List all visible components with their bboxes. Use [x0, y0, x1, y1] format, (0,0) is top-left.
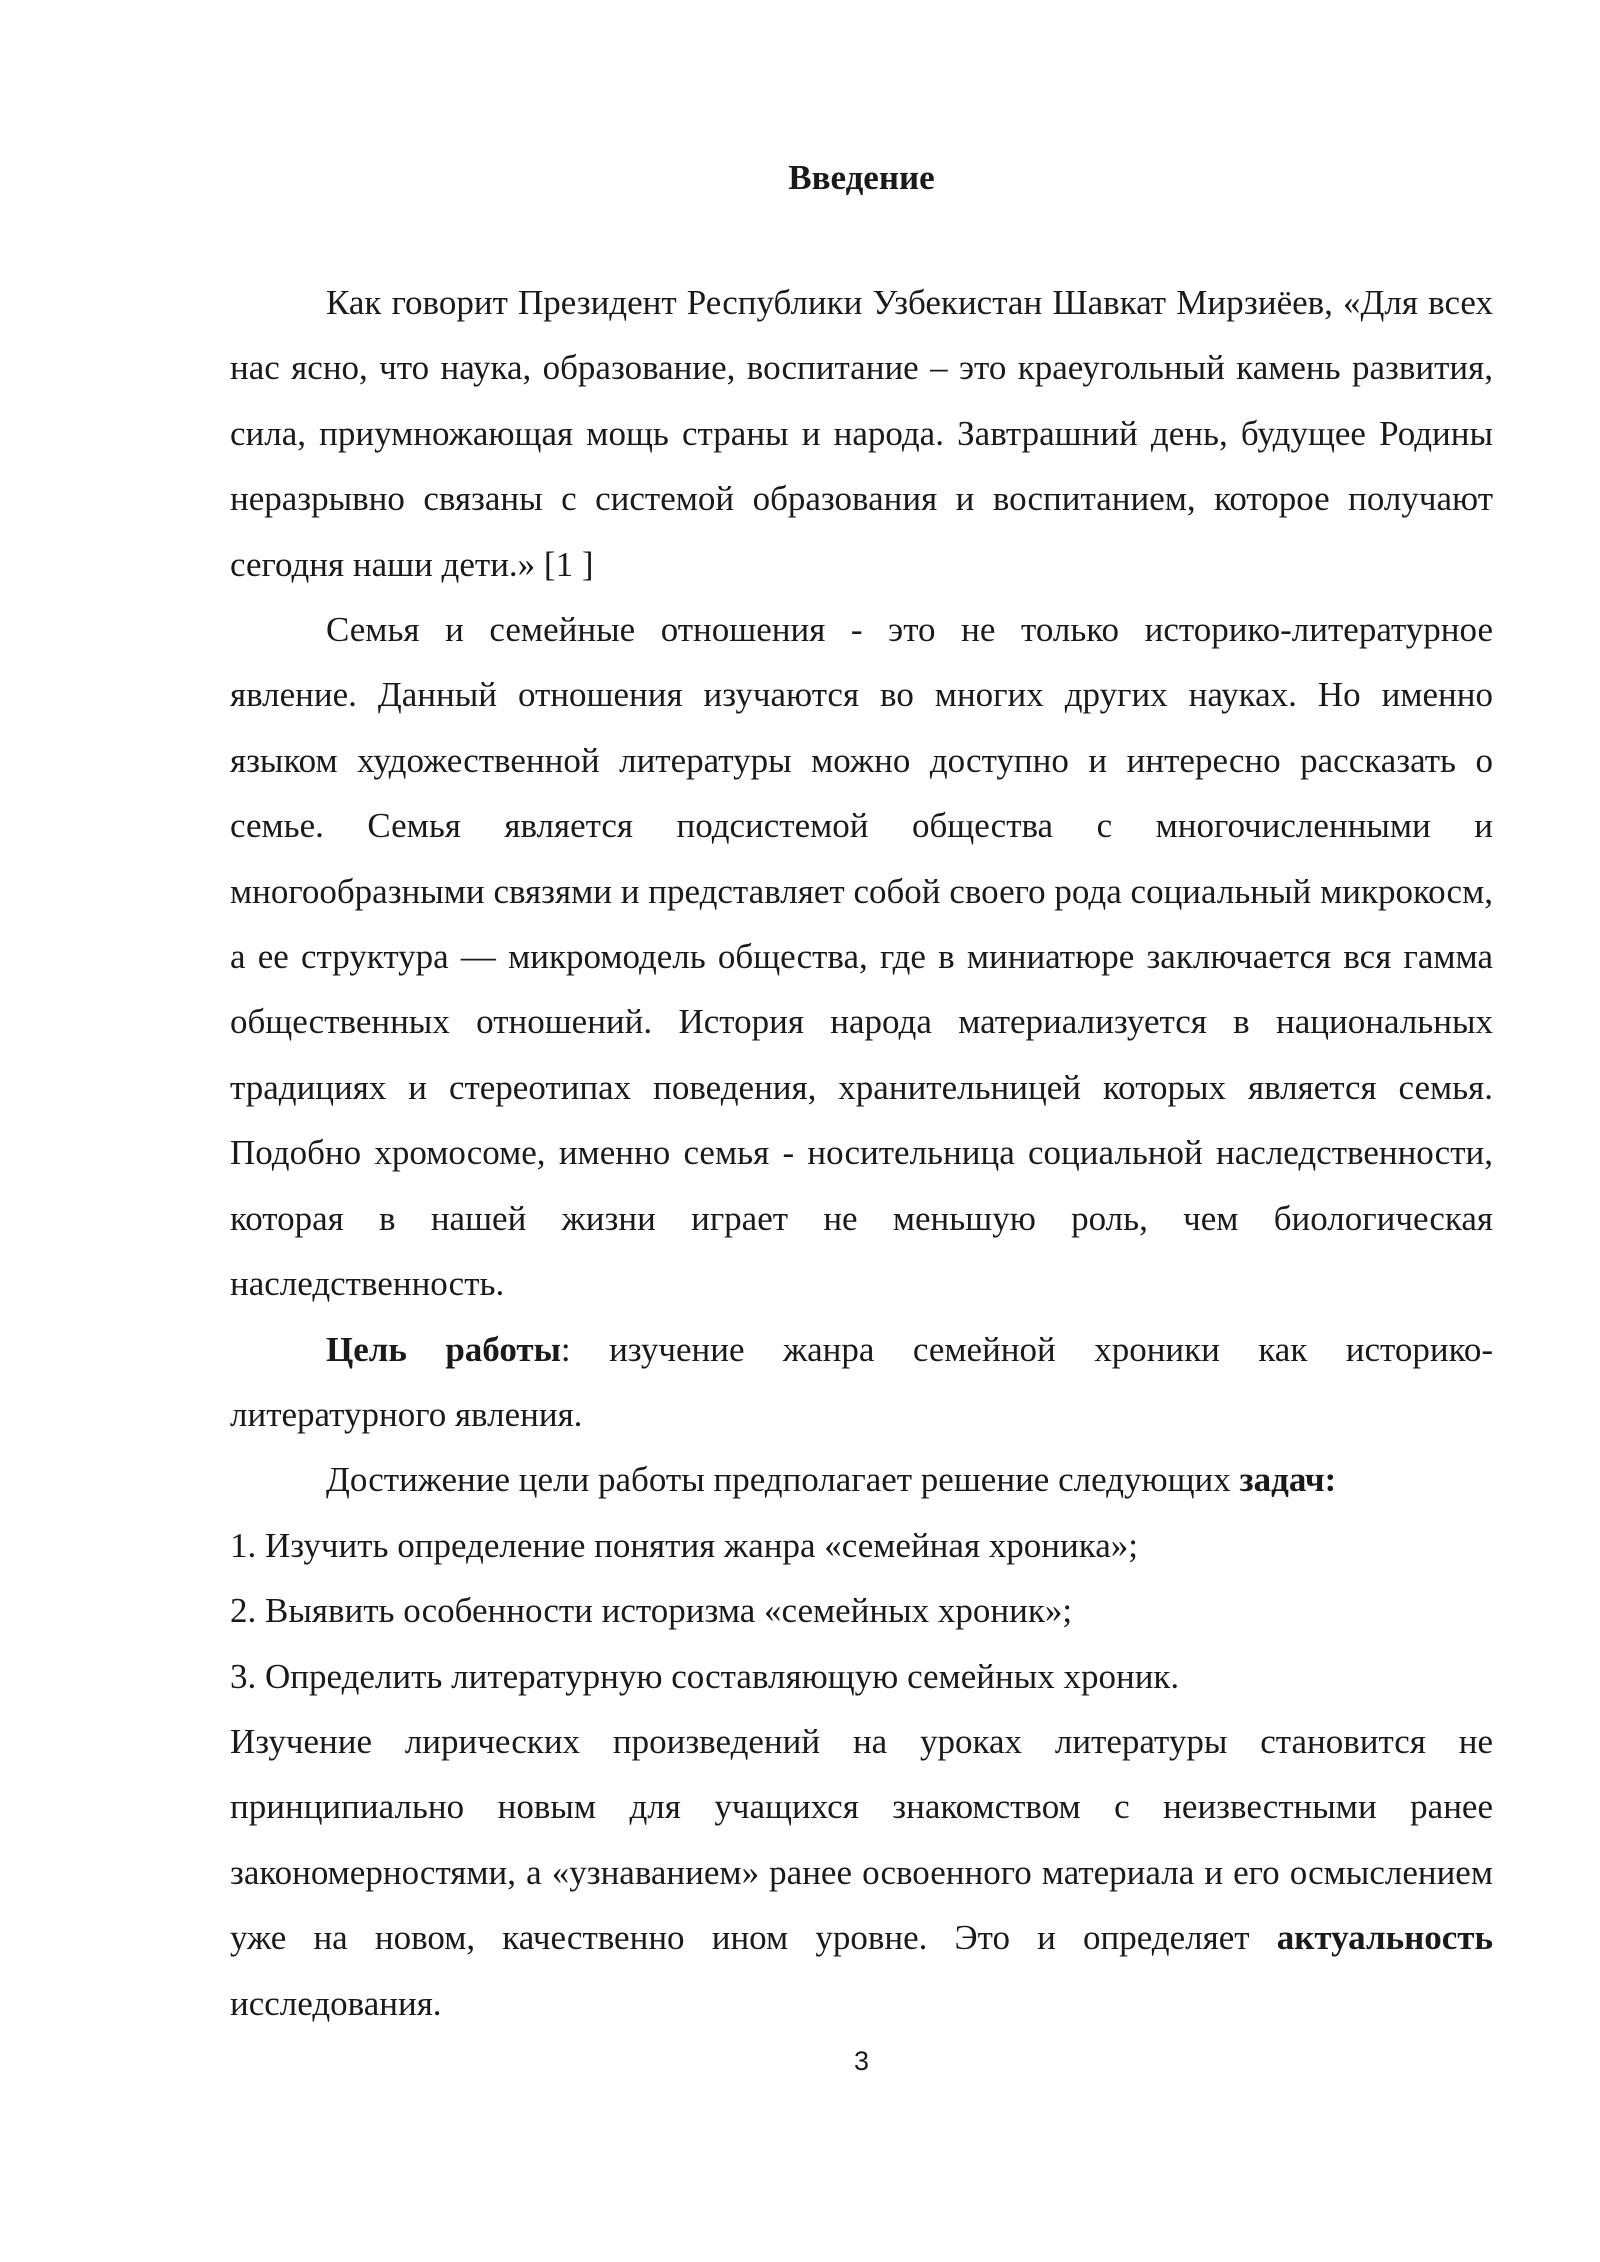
relevance-label: актуальность	[1276, 1918, 1493, 1958]
section-heading: Введение	[788, 158, 935, 197]
document-body	[230, 148, 1493, 2036]
paragraph-family: Семья и семейные отношения - это не только историко-литературное явление. Данный отношения изучаются во многих других науках. Но именно языком художественной литературы можно доступно и интересно рассказать о семье. Семья является подсистемой общества с многочисленными и многообразными связями и представляет собой своего рода социальный микрокосм, а ее структура — микромодель общества, где в миниатюре заключается вся гамма общественных отношений. История народа материализуется в национальных традициях и стереотипах поведения, хранительницей которых является семья. Подобно хромосоме, именно семья - носительница социальной наследственности, которая в нашей жизни играет не меньшую роль, чем биологическая наследственность.	[230, 610, 1493, 1304]
paragraph-relevance	[230, 1709, 1493, 2036]
task-item: 1. Изучить определение понятия жанра «семейная хроника»;	[230, 1525, 1138, 1565]
paragraph-president-quote: Как говорит Президент Республики Узбекистан Шавкат Мирзиёев, «Для всех нас ясно, что наука, образование, воспитание – это краеугольный камень развития, сила, приумножающая мощь страны и народа. Завтрашний день, будущее Родины неразрывно связаны с системой образования и воспитанием, которое получают сегодня наши дети.» [1 ]	[230, 283, 1493, 584]
task-item: 3. Определить литературную составляющую семейных хроник.	[230, 1656, 1180, 1696]
page-number: 3	[853, 2046, 870, 2076]
paragraph-tasks-intro	[230, 1447, 1493, 1512]
goal-text: : изучение жанра семейной хроники как историко-литературного явления.	[230, 1329, 1493, 1434]
tasks-label: задач:	[1239, 1460, 1337, 1500]
paragraph-goal	[230, 1317, 1493, 1448]
tasks-intro-text: Достижение цели работы предполагает решение следующих	[326, 1460, 1240, 1500]
task-item: 2. Выявить особенности историзма «семейных хроник»;	[230, 1591, 1073, 1631]
goal-label: Цель работы	[326, 1329, 561, 1369]
relevance-text: Изучение лирических произведений на уроках литературы становится не принципиально новым для учащихся знакомством с неизвестными ранее закономерностями, а «узнаванием» ранее освоенного материала и его осмыслением уже на новом, качественно ином уровне. Это и определяет	[230, 1721, 1493, 1958]
relevance-end: исследования.	[230, 1983, 442, 2023]
